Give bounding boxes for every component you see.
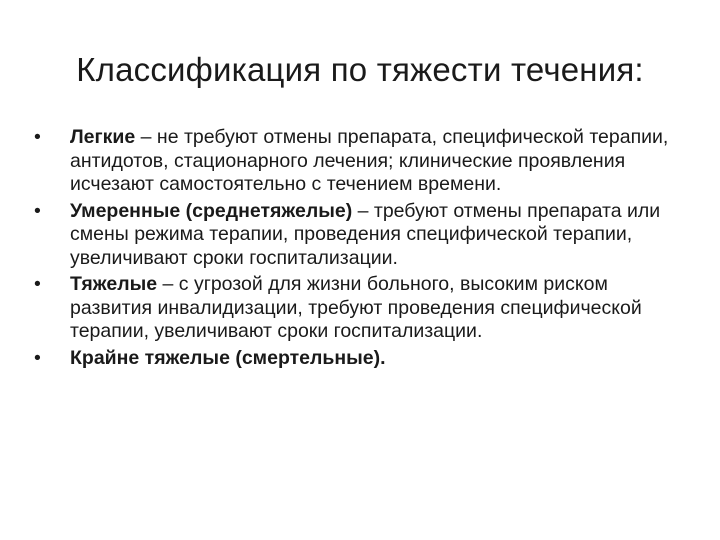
bullet-icon: • [34, 346, 41, 369]
bullet-icon: • [34, 199, 41, 222]
bullet-term: Крайне тяжелые (смертельные). [70, 346, 386, 369]
bullet-term: Легкие [70, 126, 136, 148]
bullet-text: – требуют отмены препарата или смены режима терапии, проведения специфической терапии, увеличивают сроки госпитализации. [70, 199, 661, 269]
bullet-text: – с угрозой для жизни больного, высоким риском развития инвалидизации, требуют проведения специфической терапии, увеличивают сроки госпитализации. [70, 273, 642, 342]
bullet-term: Тяжелые [70, 273, 158, 295]
slide-title: Классификация по тяжести течения: [76, 51, 644, 88]
bullet-item-mild [34, 126, 674, 197]
bullet-term: Умеренные (среднетяжелые) [70, 199, 353, 222]
bullet-icon: • [34, 126, 41, 148]
bullet-icon: • [34, 273, 41, 295]
bullet-text: – не требуют отмены препарата, специфической терапии, антидотов, стационарного лечения; клинические проявления исчезают самостоятельно с течением времени. [70, 126, 669, 195]
bullet-item-severe [34, 273, 674, 344]
bullet-item-extremely-severe [34, 347, 674, 371]
bullet-list [34, 126, 674, 373]
bullet-item-moderate [34, 200, 674, 271]
